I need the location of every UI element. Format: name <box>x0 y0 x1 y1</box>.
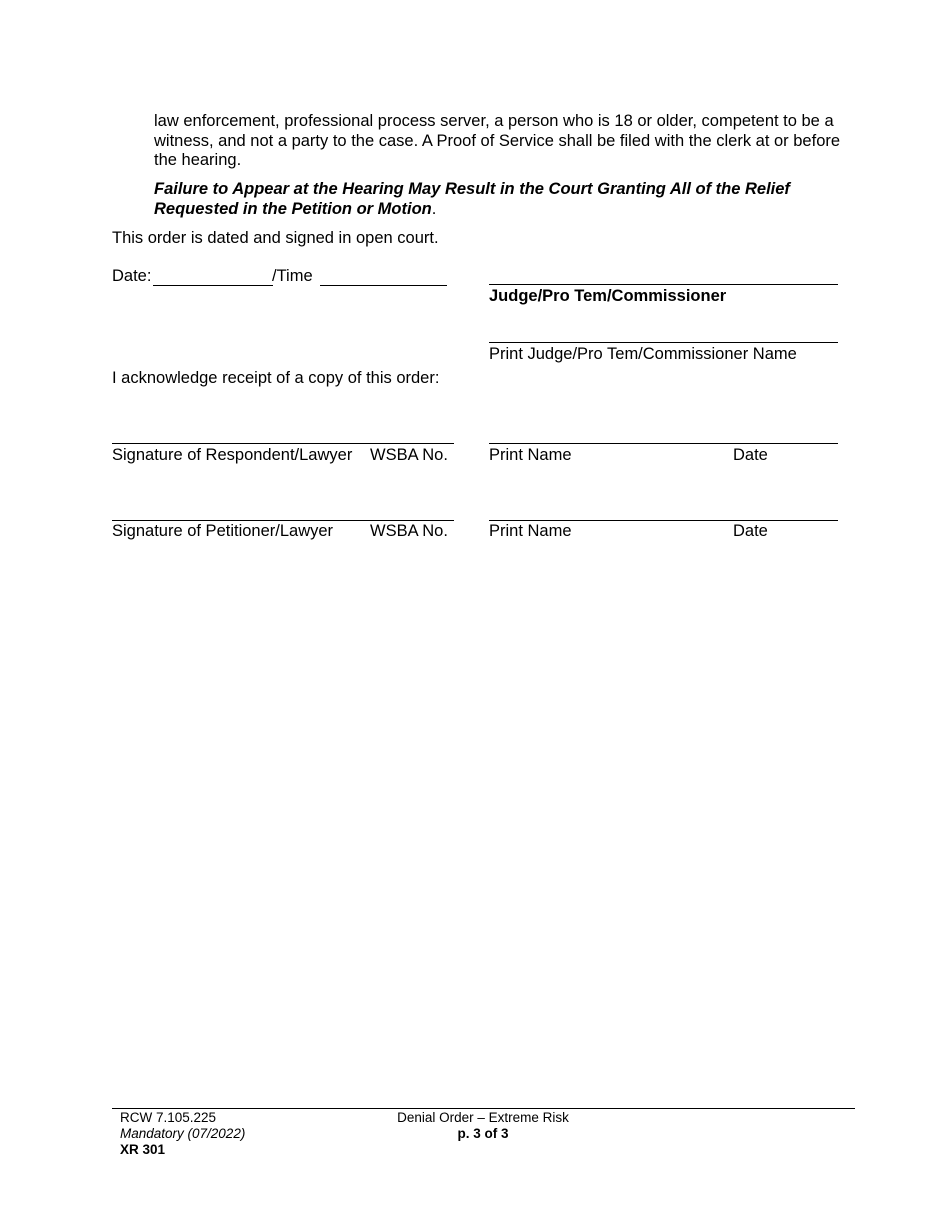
petitioner-signature-line[interactable] <box>112 520 454 521</box>
time-field-line[interactable] <box>320 285 447 286</box>
respondent-print-name-label: Print Name <box>489 446 572 464</box>
petitioner-wsba-label: WSBA No. <box>370 522 448 540</box>
judge-signature-label: Judge/Pro Tem/Commissioner <box>489 287 727 305</box>
footer-divider <box>112 1108 855 1109</box>
respondent-signature-line[interactable] <box>112 443 454 444</box>
judge-print-name-label: Print Judge/Pro Tem/Commissioner Name <box>489 345 797 363</box>
warning-text: Failure to Appear at the Hearing May Result in the Court Granting All of the Relief Requested in the Petition or Motion <box>154 180 790 218</box>
respondent-signature-label: Signature of Respondent/Lawyer <box>112 446 353 464</box>
footer-mandatory: Mandatory (07/2022) <box>120 1126 246 1141</box>
footer-form-title: Denial Order – Extreme Risk <box>397 1110 569 1125</box>
continuation-paragraph: law enforcement, professional process server, a person who is 18 or older, competent to be a witness, and not a party to the case. A Proof of Service shall be filed with the clerk at or before the hearing. <box>154 112 841 169</box>
petitioner-date-label: Date <box>733 522 768 540</box>
petitioner-signature-label: Signature of Petitioner/Lawyer <box>112 522 334 540</box>
time-label: /Time <box>272 267 313 285</box>
respondent-wsba-label: WSBA No. <box>370 446 448 464</box>
respondent-print-name-line[interactable] <box>489 443 838 444</box>
petitioner-print-name-line[interactable] <box>489 520 838 521</box>
failure-to-appear-warning <box>154 180 844 219</box>
date-label: Date: <box>112 267 152 285</box>
petitioner-print-name-label: Print Name <box>489 522 572 540</box>
respondent-date-label: Date <box>733 446 768 464</box>
warning-period: . <box>431 199 437 218</box>
footer-page-number: p. 3 of 3 <box>457 1126 509 1141</box>
dated-signed-statement: This order is dated and signed in open court. <box>112 229 439 247</box>
acknowledge-receipt: I acknowledge receipt of a copy of this order: <box>112 369 440 387</box>
judge-print-name-line[interactable] <box>489 342 838 343</box>
date-field-line[interactable] <box>153 285 273 286</box>
footer-form-code: XR 301 <box>120 1142 166 1157</box>
judge-signature-line[interactable] <box>489 284 838 285</box>
footer-statute: RCW 7.105.225 <box>120 1110 217 1125</box>
